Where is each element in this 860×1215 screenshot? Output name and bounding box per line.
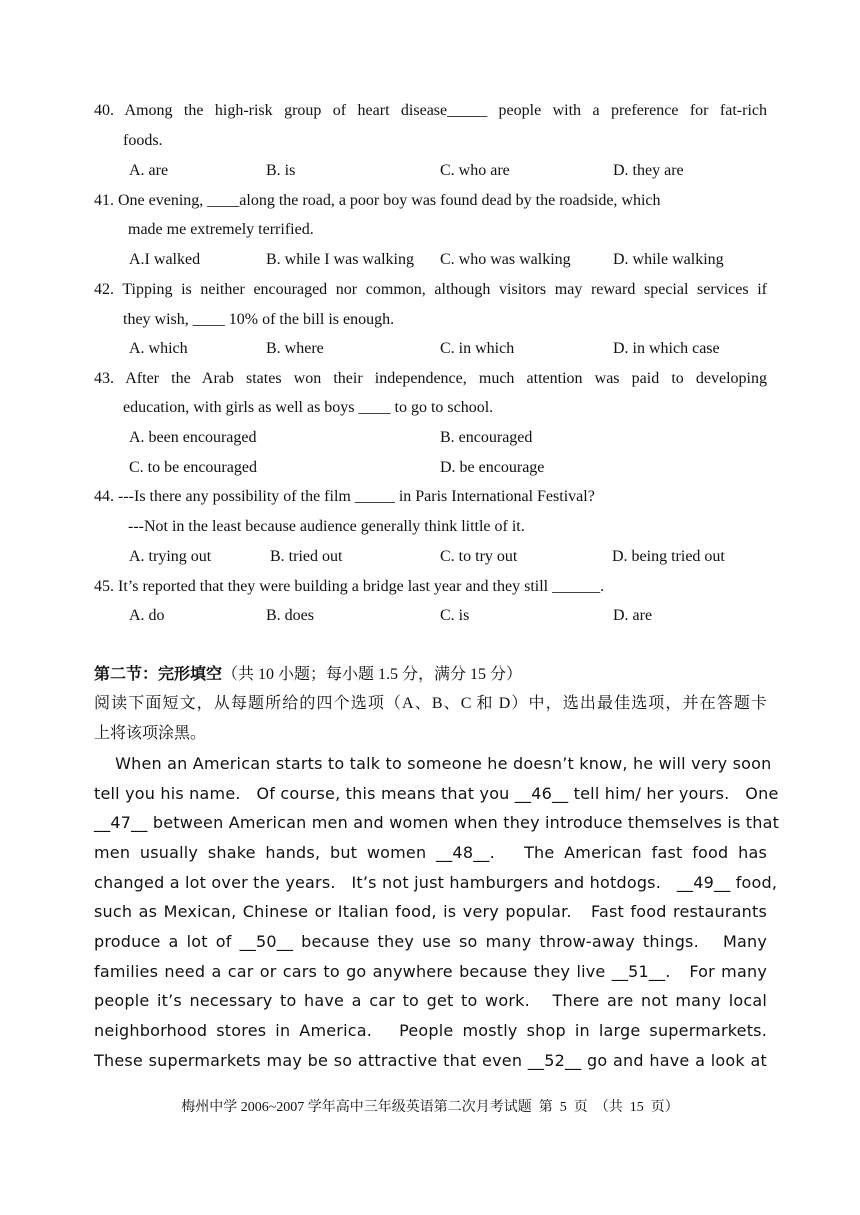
section-instruction-line-2: 上将该项涂黑。 xyxy=(94,725,207,742)
question-41-option-d: D. while walking xyxy=(613,251,724,268)
section-instruction-line-1: 阅读下面短文，从每题所给的四个选项（A、B、C 和 D）中，选出最佳选项，并在答题卡 xyxy=(94,695,767,712)
question-42-option-d: D. in which case xyxy=(613,340,720,357)
passage-line: people it’s necessary to have a car to get to work. There are not many local xyxy=(94,991,767,1010)
question-43-line-1: 43. After the Arab states won their independence, much attention was paid to developing xyxy=(94,370,767,387)
question-45-line-1: 45. It’s reported that they were building a bridge last year and they still ______. xyxy=(94,578,605,595)
passage-line: tell you his name. Of course, this means that you __46__ tell him/ her yours. One xyxy=(94,784,779,803)
question-40-option-b: B. is xyxy=(266,162,296,179)
question-45-option-c: C. is xyxy=(440,607,470,624)
question-41-line-2: made me extremely terrified. xyxy=(128,221,314,238)
passage-line: produce a lot of __50__ because they use so many throw-away things. Many xyxy=(94,932,767,951)
passage-line: When an American starts to talk to someone he doesn’t know, he will very soon xyxy=(94,754,772,773)
section-title: 第二节：完形填空 xyxy=(94,666,223,683)
passage-line: families need a car or cars to go anywhere because they live __51__. For many xyxy=(94,962,767,981)
question-44-line-2: ---Not in the least because audience generally think little of it. xyxy=(128,518,525,535)
question-40-option-c: C. who are xyxy=(440,162,510,179)
question-42-option-c: C. in which xyxy=(440,340,515,357)
question-44-option-a: A. trying out xyxy=(129,548,212,565)
page-footer: 梅州中学 2006~2007 学年高中三年级英语第二次月考试题 第 5 页 （共 15 页） xyxy=(181,1100,679,1115)
passage-line: changed a lot over the years. It’s not just hamburgers and hotdogs. __49__ food, xyxy=(94,873,778,892)
question-44-option-c: C. to try out xyxy=(440,548,518,565)
passage-line: neighborhood stores in America. People mostly shop in large supermarkets. xyxy=(94,1021,767,1040)
section-title-note: （共 10 小题；每小题 1.5 分，满分 15 分） xyxy=(222,666,523,683)
question-42-option-a: A. which xyxy=(129,340,188,357)
question-40-line-1: 40. Among the high-risk group of heart disease_____ people with a preference for fat-rich xyxy=(94,102,767,119)
passage-line: These supermarkets may be so attractive that even __52__ go and have a look at xyxy=(94,1051,767,1070)
question-44-option-b: B. tried out xyxy=(270,548,343,565)
question-43-option-a: A. been encouraged xyxy=(129,429,257,446)
question-40-option-a: A. are xyxy=(129,162,169,179)
question-45-option-b: B. does xyxy=(266,607,314,624)
question-40-option-d: D. they are xyxy=(613,162,684,179)
question-42-option-b: B. where xyxy=(266,340,324,357)
question-44-line-1: 44. ---Is there any possibility of the film _____ in Paris International Festival? xyxy=(94,488,595,505)
question-45-option-d: D. are xyxy=(613,607,653,624)
question-44-option-d: D. being tried out xyxy=(612,548,725,565)
question-43-option-d: D. be encourage xyxy=(440,459,545,476)
section-heading xyxy=(94,665,522,685)
question-40-line-2: foods. xyxy=(123,132,163,149)
question-41-option-b: B. while I was walking xyxy=(266,251,414,268)
question-42-line-2: they wish, ____ 10% of the bill is enough. xyxy=(123,311,395,328)
question-45-option-a: A. do xyxy=(129,607,165,624)
question-41-option-c: C. who was walking xyxy=(440,251,571,268)
question-42-line-1: 42. Tipping is neither encouraged nor common, although visitors may reward special services if xyxy=(94,281,767,298)
question-43-option-b: B. encouraged xyxy=(440,429,533,446)
passage-line: such as Mexican, Chinese or Italian food, is very popular. Fast food restaurants xyxy=(94,902,767,921)
question-41-line-1: 41. One evening, ____along the road, a poor boy was found dead by the roadside, which xyxy=(94,192,661,209)
passage-line: men usually shake hands, but women __48__. The American fast food has xyxy=(94,843,767,862)
question-41-option-a: A.I walked xyxy=(129,251,201,268)
passage-line: __47__ between American men and women when they introduce themselves is that xyxy=(94,813,780,832)
question-43-option-c: C. to be encouraged xyxy=(129,459,257,476)
question-43-line-2: education, with girls as well as boys ____ to go to school. xyxy=(123,399,494,416)
